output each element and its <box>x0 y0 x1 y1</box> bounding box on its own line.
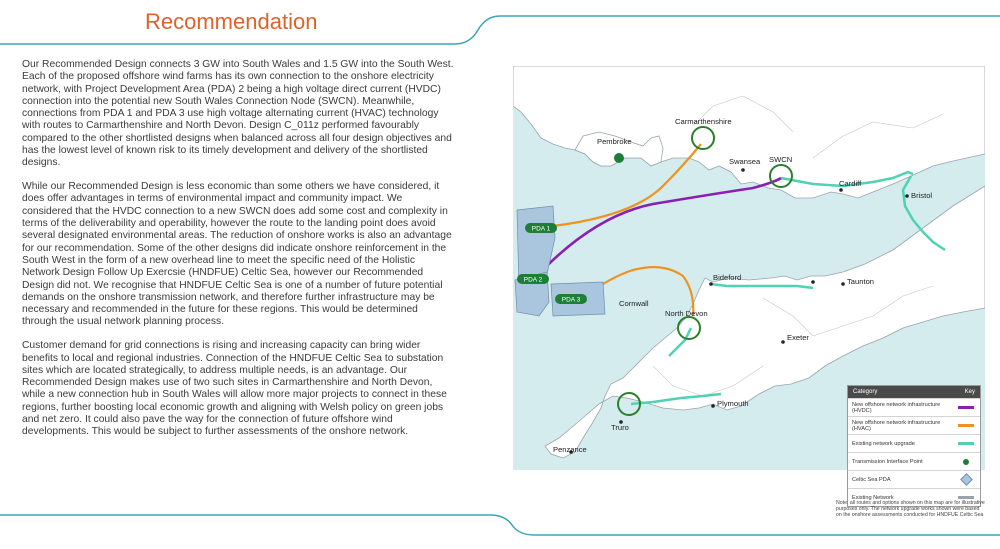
legend-header-category: Category <box>853 389 878 395</box>
map-note: Note: all routes and options shown on this map are for illustrative purposes only. The network upgrade works shown were based on the onshore assessments conducted for HNDFUE Celtic Sea <box>836 500 985 518</box>
label-bideford: Bideford <box>713 273 742 282</box>
legend-row-interface-point <box>848 452 980 470</box>
label-swansea: Swansea <box>729 157 761 166</box>
label-cornwall: Cornwall <box>619 299 649 308</box>
svg-text:PDA 1: PDA 1 <box>531 225 551 233</box>
legend-row-pda <box>848 470 980 488</box>
legend-row-upgrade <box>848 434 980 452</box>
orange-line-icon <box>958 424 974 427</box>
label-taunton: Taunton <box>847 277 875 286</box>
legend-label: New offshore network infrastructure (HVAC) <box>852 419 941 432</box>
legend-label: Existing network upgrade <box>852 440 915 447</box>
legend-label: Transmission Interface Point <box>852 458 923 465</box>
label-cardiff: Cardiff <box>839 179 862 188</box>
label-bristol: Bristol <box>911 191 933 200</box>
blue-diamond-icon <box>960 473 973 486</box>
purple-line-icon <box>958 406 974 409</box>
label-north-devon: North Devon <box>665 309 708 318</box>
svg-text:PDA 2: PDA 2 <box>523 276 543 284</box>
legend-header-key: Key <box>964 389 975 395</box>
pda-1-label <box>525 223 557 233</box>
label-plymouth: Plymouth <box>717 399 749 408</box>
svg-text:PDA 3: PDA 3 <box>561 296 581 304</box>
label-swcn: SWCN <box>769 155 793 164</box>
legend-row-hvdc <box>848 398 980 416</box>
paragraph: While our Recommended Design is less economic than some others we have considered, it does offer advantages in terms of environmental impact and community impact. We considered that the HVDC connection to a new SWCN does add some cost and complexity in terms of the deliverability and operability, however the route to the landing point does avoid several designated environmental areas. The reduction of onshore works is also an advantage for our recommendation. Some of the other designs did indicate onshore reinforcement in the South West in the form of a new overhead line to meet the specific need of the Holistic Network Design Follow Up Exercsie (HNDFUE) Celtic Sea, however our Recommended Design did not. We recognise that HNDFUE Celtic Sea is one of a number of future potential demands on the onshore transmission network, and therefore further infrastructure may be necessary and recommended in the future for these regions. This would be determined through the usual network planning process. <box>22 181 452 328</box>
paragraph: Our Recommended Design connects 3 GW into South Wales and 1.5 GW into the South West. Each of the proposed offshore wind farms has its own connection to the onshore electricity network, with Project Development Area (PDA) 2 being a high voltage direct current (HVDC) connection into the potential new South Wales Connection Node (SWCN). Meanwhile, connections from PDA 1 and PDA 3 use high voltage alternating current (HVAC) technology with routes to Carmarthenshire and North Devon. Design C_011z performed favourably compared to the other shortlisted designs when balanced across all four design objectives and has the lowest level of known risk to its timely development and delivery of the shortlisted designs. <box>22 59 454 169</box>
legend-label: Existing Network <box>852 494 894 501</box>
teal-line-icon <box>958 442 974 445</box>
map-legend <box>847 385 981 507</box>
pda-3-label <box>555 294 587 304</box>
label-penzance: Penzance <box>553 445 587 454</box>
grey-line-icon <box>958 496 974 499</box>
page-title: Recommendation <box>145 9 318 34</box>
paragraph: Customer demand for grid connections is rising and increasing capacity can bring wider benefits to local and regional industries. Connection of the HNDFUE Celtic Sea to substation sites which are located strategically, to address multiple needs, is an advantage. Our Recommended Design makes use of two such sites in Carmarthenshire and North Devon, while a new connection hub in South Wales will allow more major projects to connect in these regions, further boosting local economic growth and aligning with Welsh policy on green jobs and net zero. It could also pave the way for the connection of future offshore wind developments. This would be subject to further assessments of the onshore network. <box>22 340 447 438</box>
legend-label: New offshore network infrastructure (HVDC) <box>852 401 941 414</box>
legend-header <box>848 386 980 398</box>
legend-label: Celtic Sea PDA <box>852 476 891 483</box>
label-truro: Truro <box>611 423 629 432</box>
legend-row-hvac <box>848 416 980 434</box>
green-dot-icon <box>963 459 969 465</box>
footer-divider <box>0 505 1000 549</box>
pda-2-label <box>517 274 549 284</box>
label-exeter: Exeter <box>787 333 809 342</box>
pembroke-interface-point <box>614 153 624 163</box>
body-text <box>22 59 454 450</box>
label-pembroke: Pembroke <box>597 137 632 146</box>
label-carmarthenshire: Carmarthenshire <box>675 117 732 126</box>
